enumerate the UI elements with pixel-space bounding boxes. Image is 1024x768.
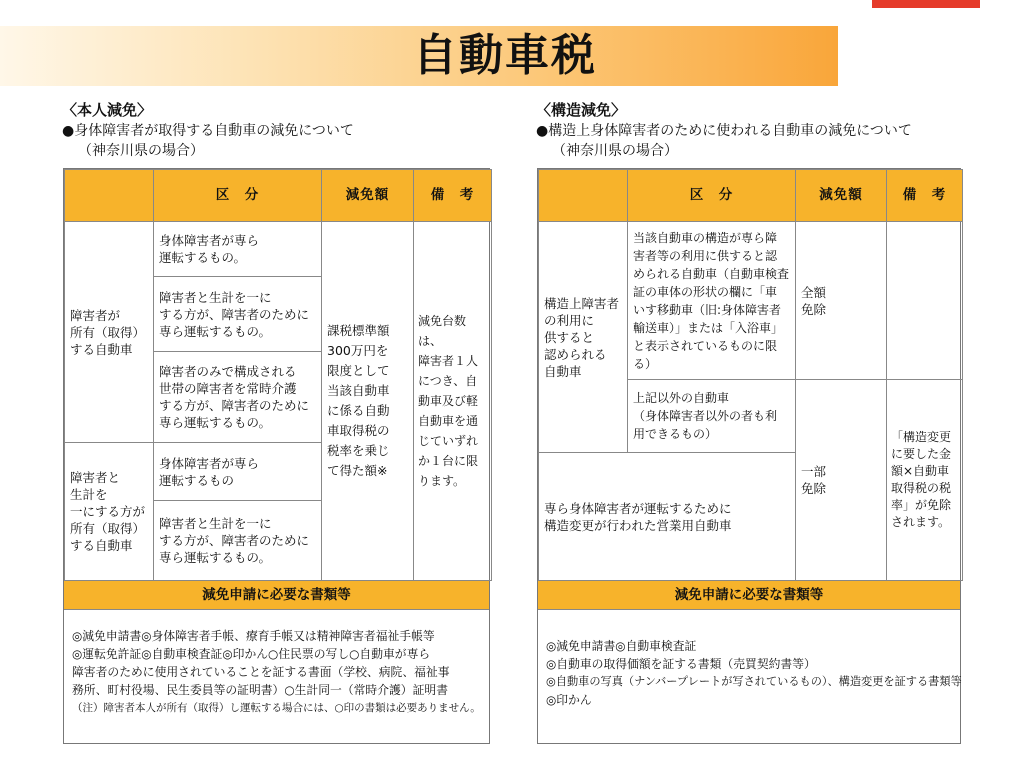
left-panel bbox=[63, 168, 490, 744]
right-row1-desc: 当該自動車の構造が専ら障 害者等の利用に供すると認 められる自動車（自動車検査 証の車体の形状の欄に「車 いす移動車（旧:身体障害者 輸送車）」または「入浴車」 と表示されているものに限る） bbox=[628, 222, 796, 380]
right-group-label: 構造上障害者 の利用に 供すると 認められる 自動車 bbox=[539, 222, 628, 453]
right-row1-remarks bbox=[887, 222, 963, 380]
left-docs-list bbox=[72, 627, 481, 717]
left-amount-cell: 課税標準額 300万円を 限度として 当該自動車 に係る自動 車取得税の 税率を乗じ て得た額※ bbox=[322, 222, 414, 581]
left-remarks-cell: 減免台数は、 障害者１人 につき、自 動車及び軽 自動車を通 じていずれ か１台に限 ります。 bbox=[414, 222, 492, 581]
right-header-remarks: 備 考 bbox=[887, 170, 963, 222]
right-subheading-region: （神奈川県の場合） bbox=[552, 143, 678, 159]
right-row1-amount: 全額 免除 bbox=[796, 222, 887, 380]
left-docs-line-4: 務所、町村役場、民生委員等の証明書）○生計同一（常時介護）証明書 bbox=[72, 683, 448, 697]
right-docs-list bbox=[546, 637, 962, 709]
left-table-header-row bbox=[65, 170, 492, 222]
left-table bbox=[64, 169, 492, 581]
left-header-amount: 減免額 bbox=[322, 170, 414, 222]
left-group1-label: 障害者が 所有（取得） する自動車 bbox=[65, 222, 154, 443]
right-header-empty bbox=[539, 170, 628, 222]
right-docs-line-3: ◎自動車の写真（ナンバープレートが写されているもの）、構造変更を証する書類等 bbox=[546, 675, 962, 688]
page-title: 自動車税 bbox=[413, 30, 597, 81]
right-section-heading: 〈構造減免〉 bbox=[536, 101, 627, 119]
right-docs-line-2: ◎自動車の取得価額を証する書類（売買契約書等） bbox=[546, 657, 816, 671]
left-docs-note: （注）障害者本人が所有（取得）し運転する場合には、○印の書類は必要ありません。 bbox=[72, 702, 481, 714]
right-header-category: 区 分 bbox=[628, 170, 796, 222]
right-row2-desc: 上記以外の自動車 （身体障害者以外の者も利 用できるもの） bbox=[628, 380, 796, 453]
right-docs-line-4: ◎印かん bbox=[546, 693, 592, 707]
left-section-heading: 〈本人減免〉 bbox=[62, 101, 153, 119]
corner-accent-bar bbox=[872, 0, 980, 8]
left-docs-line-1: ◎減免申請書◎身体障害者手帳、療育手帳又は精神障害者福祉手帳等 bbox=[72, 629, 435, 643]
left-group1-row3: 障害者のみで構成される 世帯の障害者を常時介護 する方が、障害者のために 専ら運転するもの。 bbox=[154, 352, 322, 443]
left-header-remarks: 備 考 bbox=[414, 170, 492, 222]
right-row23-amount: 一部 免除 bbox=[796, 380, 887, 581]
right-row23-remarks: 「構造変更 に要した金 額×自動車 取得税の税 率」が免除 されます。 bbox=[887, 380, 963, 581]
left-group2-row2: 障害者と生計を一に する方が、障害者のために 専ら運転するもの。 bbox=[154, 501, 322, 581]
left-docs-line-2: ◎運転免許証◎自動車検査証◎印かん○住民票の写し○自動車が専ら bbox=[72, 647, 431, 661]
left-docs-line-3: 障害者のために使用されていることを証する書面（学校、病院、福祉事 bbox=[72, 665, 450, 679]
left-subheading-region: （神奈川県の場合） bbox=[78, 143, 204, 159]
left-group2-row1: 身体障害者が専ら 運転するもの bbox=[154, 443, 322, 501]
right-row3-desc: 専ら身体障害者が運転するために 構造変更が行われた営業用自動車 bbox=[539, 453, 796, 581]
left-header-category: 区 分 bbox=[154, 170, 322, 222]
left-header-empty bbox=[65, 170, 154, 222]
right-table bbox=[538, 169, 963, 581]
left-group1-row1: 身体障害者が専ら 運転するもの。 bbox=[154, 222, 322, 277]
left-group1-row2: 障害者と生計を一に する方が、障害者のために 専ら運転するもの。 bbox=[154, 277, 322, 352]
left-group2-label: 障害者と 生計を 一にする方が 所有（取得） する自動車 bbox=[65, 443, 154, 581]
right-panel bbox=[537, 168, 961, 744]
left-subheading: ●身体障害者が取得する自動車の減免について bbox=[62, 123, 354, 139]
right-table-header-row bbox=[539, 170, 963, 222]
right-docs-heading: 減免申請に必要な書類等 bbox=[538, 580, 960, 610]
right-header-amount: 減免額 bbox=[796, 170, 887, 222]
table-row bbox=[65, 222, 492, 277]
right-docs-line-1: ◎減免申請書◎自動車検査証 bbox=[546, 639, 697, 653]
right-subheading: ●構造上身体障害者のために使われる自動車の減免について bbox=[536, 123, 912, 139]
table-row bbox=[539, 222, 963, 380]
left-docs-heading: 減免申請に必要な書類等 bbox=[64, 580, 489, 610]
